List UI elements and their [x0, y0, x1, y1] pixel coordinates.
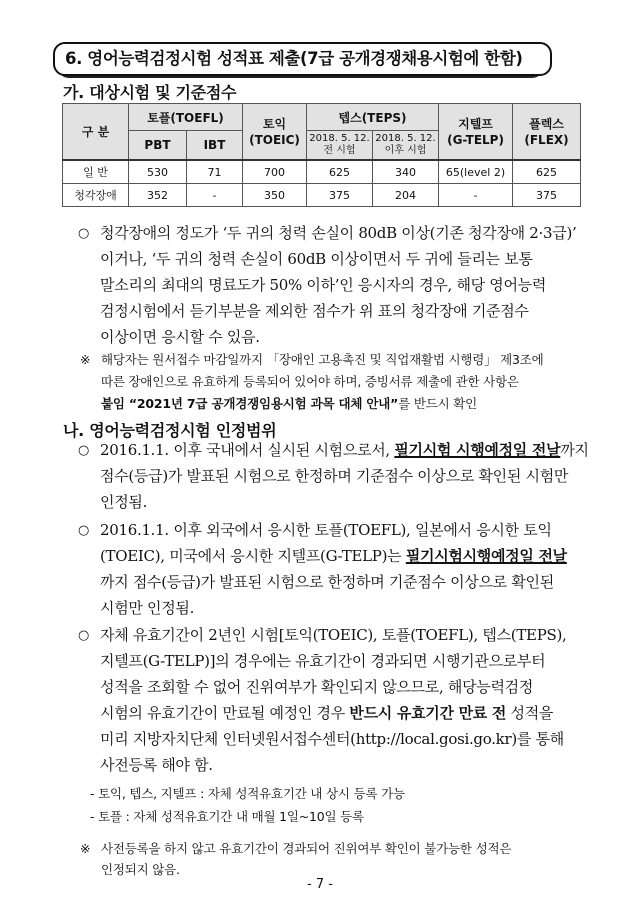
- table-row-general: [63, 160, 581, 184]
- para-domestic-3: 인정됨.: [100, 493, 148, 511]
- text: 까지: [560, 441, 589, 459]
- header-teps: 텝스(TEPS): [307, 104, 439, 131]
- para-validity-4: [100, 700, 553, 726]
- note-attachment-ref: 붙임 “2021년 7급 공개경쟁임용시험 과목 대체 안내”: [101, 396, 399, 411]
- note-line-1: 해당자는 원서접수 마감일까지 「장애인 고용촉진 및 직업재활법 시행령」 제3조에: [101, 352, 544, 367]
- section-title: 6. 영어능력검정시험 성적표 제출(7급 공개경쟁채용시험에 한함): [53, 42, 552, 76]
- para-domestic-1: [100, 437, 589, 463]
- para-foreign-2: [100, 543, 567, 569]
- para-validity-3: 성적을 조회할 수 없어 진위여부가 확인되지 않으므로, 해당능력검정: [100, 678, 534, 696]
- para-hearing-3: 말소리의 최대의 명료도가 50% 이하’인 응시자의 경우, 해당 영어능력: [100, 276, 547, 294]
- bullet-circle: ○: [78, 443, 90, 458]
- emphasis: 필기시험 시행예정일 전날: [394, 441, 561, 459]
- para-hearing-5: 이상이면 응시할 수 있음.: [100, 328, 260, 346]
- header-teps-after: 2018. 5. 12. 이후 시험: [373, 131, 439, 161]
- page-number: - 7 -: [307, 877, 333, 892]
- para-validity-1: 자체 유효기간이 2년인 시험[토익(TOEIC), 토플(TOEFL), 텝스(TEPS),: [100, 626, 567, 644]
- row-label: 일 반: [63, 160, 129, 184]
- cell-toeic: 700: [243, 160, 307, 184]
- cell-ibt: -: [187, 184, 243, 207]
- cell-teps-after: 340: [373, 160, 439, 184]
- heading-recognition-scope: 나. 영어능력검정시험 인정범위: [63, 421, 277, 440]
- header-toefl: 토플(TOEFL): [129, 104, 243, 131]
- cell-teps-before: 625: [307, 160, 373, 184]
- cell-flex: 375: [513, 184, 581, 207]
- text: 시험의 유효기간이 만료될 예정인 경우: [100, 704, 350, 722]
- heading-target-exams: 가. 대상시험 및 기준점수: [63, 83, 237, 102]
- cell-teps-before: 375: [307, 184, 373, 207]
- note-mark: ※: [80, 841, 91, 856]
- bullet-circle: ○: [78, 628, 90, 643]
- header-flex: 플렉스 (FLEX): [513, 104, 581, 161]
- note-line-3-rest: 를 반드시 확인: [398, 396, 477, 411]
- dash-item-toeic-teps: - 토익, 텝스, 지텔프 : 자체 성적유효기간 내 상시 등록 가능: [90, 786, 405, 801]
- section-title-box: [53, 42, 544, 78]
- para-foreign-1: 2016.1.1. 이후 외국에서 응시한 토플(TOEFL), 일본에서 응시한 토익: [100, 521, 552, 539]
- note-mark: ※: [80, 352, 91, 367]
- note-line-2: 따른 장애인으로 유효하게 등록되어 있어야 하며, 증빙서류 제출에 관한 사항은: [101, 374, 519, 389]
- emphasis: 반드시 유효기간 만료 전: [349, 704, 507, 722]
- header-teps-before: 2018. 5. 12. 전 시험: [307, 131, 373, 161]
- para-hearing-2: 이거나, ‘두 귀의 청력 손실이 60dB 이상이면서 두 귀에 들리는 보통: [100, 250, 533, 268]
- note-line-3: [101, 393, 477, 415]
- para-domestic-2: 점수(등급)가 발표된 시험으로 한정하며 기준점수 이상으로 확인된 시험만: [100, 467, 569, 485]
- header-pbt: PBT: [129, 131, 187, 161]
- para-hearing-1: 청각장애의 정도가 ‘두 귀의 청력 손실이 80dB 이상(기존 청각장애 2·3급)’: [100, 224, 577, 242]
- para-validity-2: 지텔프(G-TELP)]의 경우에는 유효기간이 경과되면 시행기관으로부터: [100, 652, 546, 670]
- cell-ibt: 71: [187, 160, 243, 184]
- text: (TOEIC), 미국에서 응시한 지텔프(G-TELP)는: [100, 547, 406, 565]
- bullet-circle: ○: [78, 523, 90, 538]
- para-validity-6: 사전등록 해야 함.: [100, 756, 213, 774]
- cell-gtelp: -: [439, 184, 513, 207]
- para-foreign-3: 까지 점수(등급)가 발표된 시험으로 한정하며 기준점수 이상으로 확인된: [100, 573, 554, 591]
- cell-pbt: 530: [129, 160, 187, 184]
- note-b-line-1: 사전등록을 하지 않고 유효기간이 경과되어 진위여부 확인이 불가능한 성적은: [101, 841, 512, 856]
- cell-toeic: 350: [243, 184, 307, 207]
- header-toeic: 토익 (TOEIC): [243, 104, 307, 161]
- cell-teps-after: 204: [373, 184, 439, 207]
- table-row-hearing: [63, 184, 581, 207]
- bullet-circle: ○: [78, 226, 90, 241]
- row-label: 청각장애: [63, 184, 129, 207]
- header-gtelp: 지텔프 (G-TELP): [439, 104, 513, 161]
- score-table: [62, 103, 581, 207]
- cell-flex: 625: [513, 160, 581, 184]
- note-b-line-2: 인정되지 않음.: [101, 862, 180, 877]
- para-foreign-4: 시험만 인정됨.: [100, 599, 195, 617]
- cell-gtelp: 65(level 2): [439, 160, 513, 184]
- text: 성적을: [506, 704, 554, 722]
- dash-item-toefl: - 토플 : 자체 성적유효기간 내 매월 1일~10일 등록: [90, 809, 364, 824]
- para-validity-5: 미리 지방자치단체 인터넷원서접수센터(http://local.gosi.go.kr)를 통해: [100, 730, 564, 748]
- header-ibt: IBT: [187, 131, 243, 161]
- text: 2016.1.1. 이후 국내에서 실시된 시험으로서,: [100, 441, 395, 459]
- para-hearing-4: 검정시험에서 듣기부분을 제외한 점수가 위 표의 청각장애 기준점수: [100, 302, 529, 320]
- cell-pbt: 352: [129, 184, 187, 207]
- emphasis: 필기시험시행예정일 전날: [405, 547, 567, 565]
- header-gubun: 구 분: [63, 104, 129, 161]
